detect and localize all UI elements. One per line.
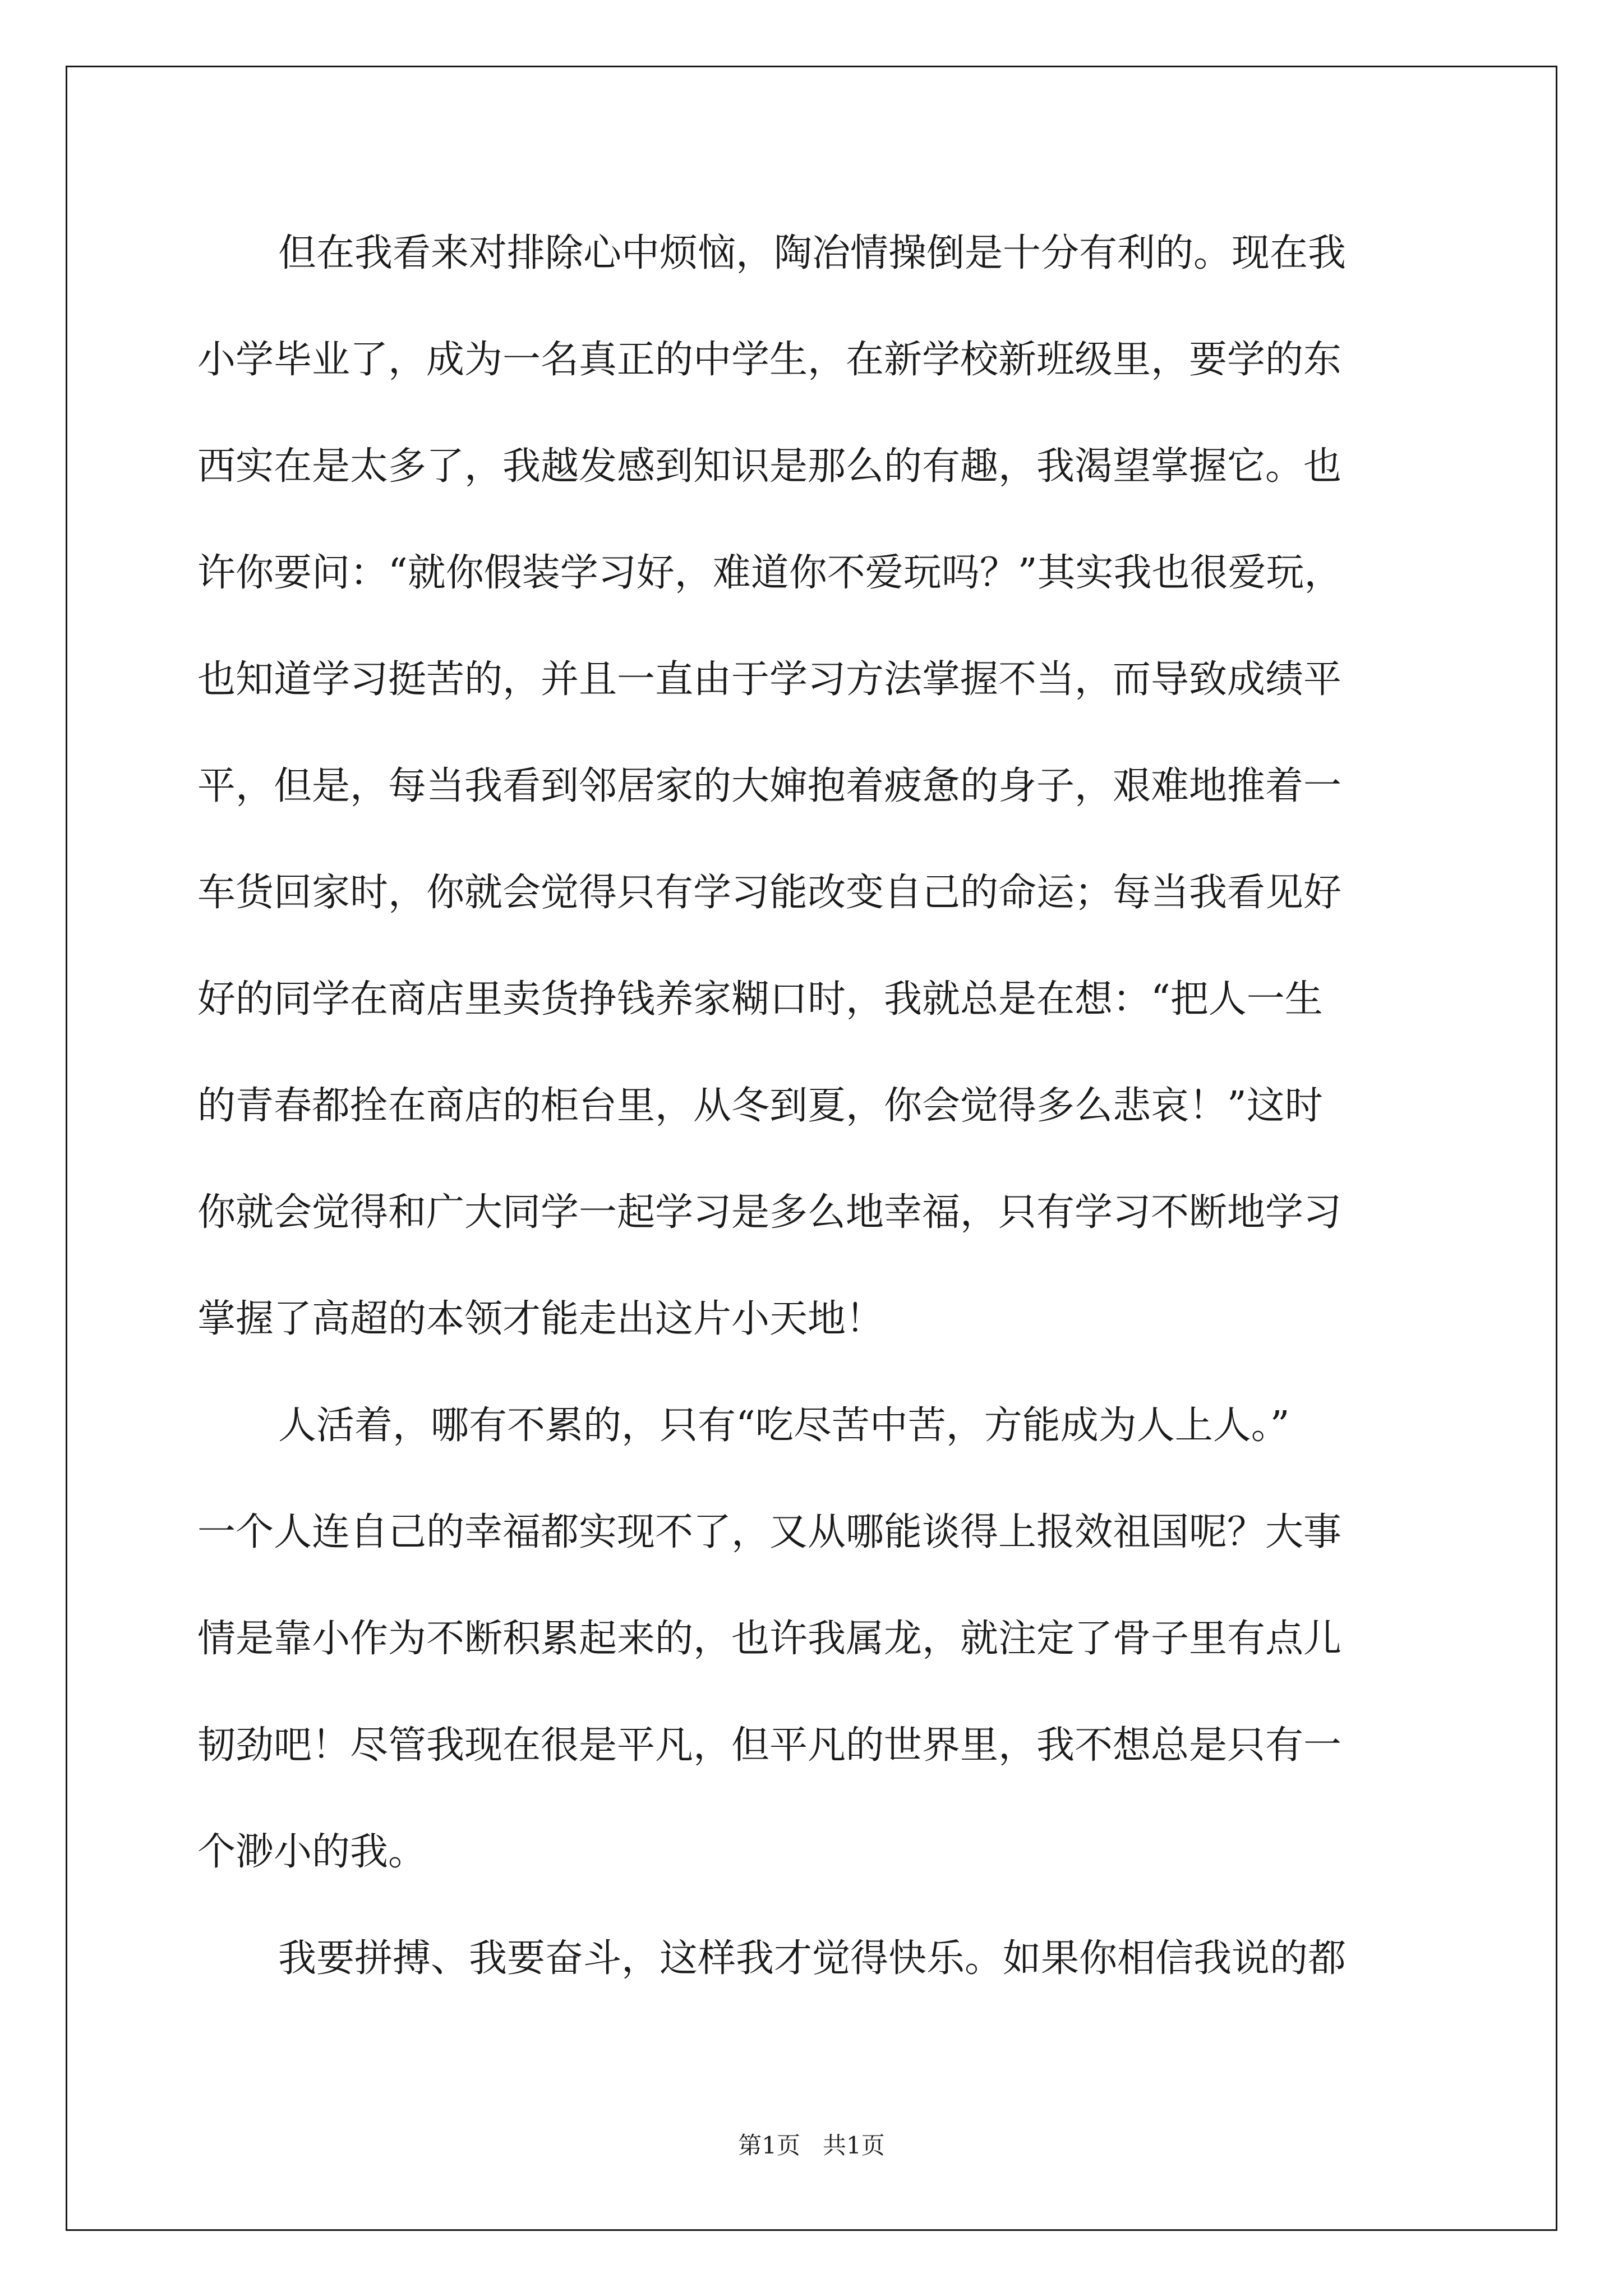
body-text-line: 一个人连自己的幸福都实现不了，又从哪能谈得上报效祖国呢？大事 [197,1510,1342,1554]
page-number-total: 共1页 [823,2132,885,2159]
body-text-line: 但在我看来对排除心中烦恼，陶冶情操倒是十分有利的。现在我 [278,231,1347,275]
body-text-line: 韧劲吧！尽管我现在很是平凡，但平凡的世界里，我不想总是只有一 [197,1723,1342,1768]
page-border [66,66,1557,2231]
body-text-line: 掌握了高超的本领才能走出这片小天地！ [197,1297,884,1341]
body-text-line: 也知道学习挺苦的，并且一直由于学习方法掌握不当，而导致成绩平 [197,657,1342,702]
body-text-line: 情是靠小作为不断积累起来的，也许我属龙，就注定了骨子里有点儿 [197,1617,1342,1661]
body-text-line: 许你要问：“就你假装学习好，难道你不爱玩吗？”其实我也很爱玩， [197,551,1343,595]
body-text-line: 西实在是太多了，我越发感到知识是那么的有趣，我渴望掌握它。也 [197,444,1342,489]
page-number-current: 第1页 [738,2132,800,2159]
body-text-line: 我要拼搏、我要奋斗，这样我才觉得快乐。如果你相信我说的都 [278,1936,1347,1981]
page-footer [0,2127,1623,2161]
body-text-line: 平，但是，每当我看到邻居家的大婶抱着疲惫的身子，艰难地推着一 [197,764,1342,808]
body-text-line: 车货回家时，你就会觉得只有学习能改变自己的命运；每当我看见好 [197,871,1342,915]
body-text-line: 小学毕业了，成为一名真正的中学生，在新学校新班级里，要学的东 [197,338,1342,382]
body-text-line: 人活着，哪有不累的，只有“吃尽苦中苦，方能成为人上人。” [278,1404,1290,1448]
body-text-line: 你就会觉得和广大同学一起学习是多么地幸福，只有学习不断地学习 [197,1190,1342,1235]
body-text-line: 的青春都拴在商店的柜台里，从冬到夏，你会觉得多么悲哀！”这时 [197,1084,1323,1128]
body-text-line: 好的同学在商店里卖货挣钱养家糊口时，我就总是在想：“把人一生 [197,977,1323,1022]
body-text-line: 个渺小的我。 [197,1830,427,1874]
